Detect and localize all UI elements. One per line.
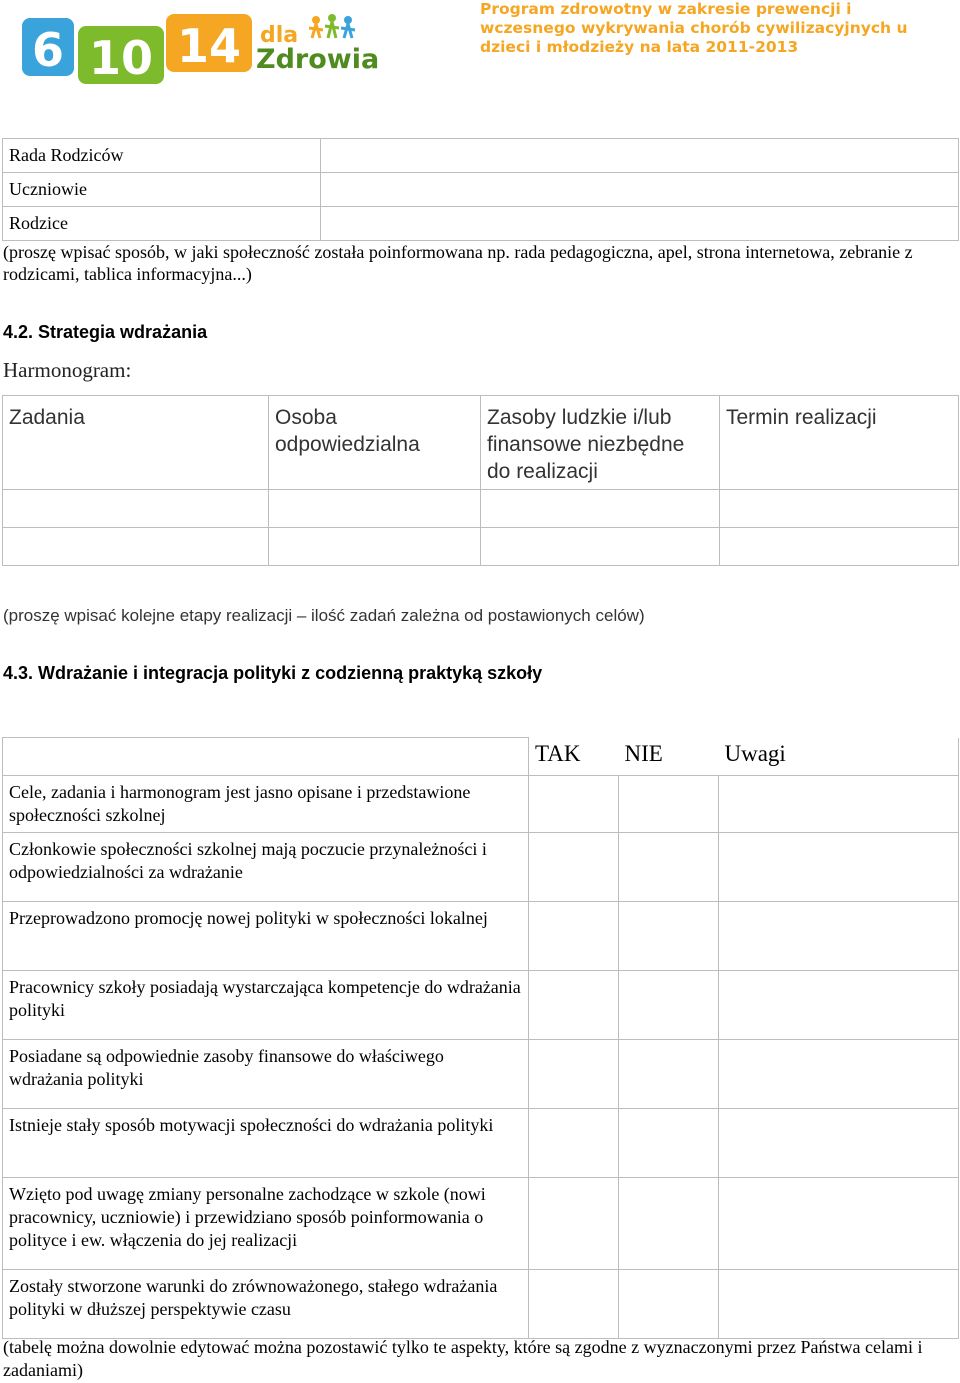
row-label: Rodzice — [3, 207, 321, 241]
table-row — [3, 1270, 959, 1339]
no-cell[interactable] — [619, 1040, 719, 1109]
table-row — [3, 1178, 959, 1270]
remarks-cell[interactable] — [719, 1040, 959, 1109]
instruction-note: (tabelę można dowolnie edytować można pozostawić tylko te aspekty, które są zgodne z wyznaczonymi przez Państwa celami i zadaniami) — [3, 1337, 923, 1380]
input-cell[interactable] — [720, 490, 959, 528]
no-cell[interactable] — [619, 1178, 719, 1270]
criterion-label: Przeprowadzono promocję nowej polityki w społeczności lokalnej — [3, 902, 529, 971]
remarks-cell[interactable] — [719, 833, 959, 902]
remarks-cell[interactable] — [719, 1270, 959, 1339]
implementation-table — [2, 737, 959, 1339]
community-table — [2, 138, 959, 241]
no-cell[interactable] — [619, 1270, 719, 1339]
row-label: Rada Rodziców — [3, 139, 321, 173]
program-logo — [20, 8, 380, 88]
yes-cell[interactable] — [529, 1178, 619, 1270]
remarks-cell[interactable] — [719, 971, 959, 1040]
yes-cell[interactable] — [529, 971, 619, 1040]
criterion-label: Wzięto pod uwagę zmiany personalne zachodzące w szkole (nowi pracownicy, uczniowie) i przewidziano sposób poinformowania o polityce i ew. włączenia do jej realizacji — [3, 1178, 529, 1270]
table-row — [3, 139, 959, 173]
section-heading: 4.3. Wdrażanie i integracja polityki z codzienną praktyką szkoły — [3, 663, 543, 683]
instruction-note: (proszę wpisać kolejne etapy realizacji – ilość zadań zależna od postawionych celów) — [3, 606, 645, 625]
yes-cell[interactable] — [529, 1109, 619, 1178]
svg-text:6: 6 — [31, 23, 65, 77]
criterion-label: Cele, zadania i harmonogram jest jasno opisane i przedstawione społeczności szkolnej — [3, 776, 529, 833]
column-header: Uwagi — [719, 738, 959, 776]
criterion-label: Pracownicy szkoły posiadają wystarczająca kompetencje do wdrażania polityki — [3, 971, 529, 1040]
program-title: Program zdrowotny w zakresie prewencji i wczesnego wykrywania chorób cywilizacyjnych u dzieci i młodzieży na lata 2011-2013 — [480, 0, 908, 56]
yes-cell[interactable] — [529, 776, 619, 833]
column-header: Termin realizacji — [720, 396, 959, 490]
column-header: TAK — [529, 738, 619, 776]
input-cell[interactable] — [321, 173, 959, 207]
table-row — [3, 490, 959, 528]
table-row — [3, 207, 959, 241]
no-cell[interactable] — [619, 833, 719, 902]
table-row — [3, 833, 959, 902]
remarks-cell[interactable] — [719, 902, 959, 971]
yes-cell[interactable] — [529, 1040, 619, 1109]
yes-cell[interactable] — [529, 1270, 619, 1339]
column-header: NIE — [619, 738, 719, 776]
table-row — [3, 1109, 959, 1178]
input-cell[interactable] — [481, 528, 720, 566]
table-row — [3, 1040, 959, 1109]
row-label: Uczniowie — [3, 173, 321, 207]
input-cell[interactable] — [321, 139, 959, 173]
input-cell[interactable] — [3, 490, 269, 528]
no-cell[interactable] — [619, 971, 719, 1040]
input-cell[interactable] — [481, 490, 720, 528]
table-header-row — [3, 396, 959, 490]
yes-cell[interactable] — [529, 902, 619, 971]
table-row — [3, 173, 959, 207]
remarks-cell[interactable] — [719, 1109, 959, 1178]
svg-text:10: 10 — [88, 31, 154, 85]
svg-text:dla: dla — [260, 23, 299, 48]
column-header: Zadania — [3, 396, 269, 490]
criterion-label: Członkowie społeczności szkolnej mają poczucie przynależności i odpowiedzialności za wdrażanie — [3, 833, 529, 902]
input-cell[interactable] — [321, 207, 959, 241]
input-cell[interactable] — [3, 528, 269, 566]
column-header-empty — [3, 738, 529, 776]
table-row — [3, 902, 959, 971]
no-cell[interactable] — [619, 1109, 719, 1178]
table-row — [3, 528, 959, 566]
remarks-cell[interactable] — [719, 776, 959, 833]
criterion-label: Zostały stworzone warunki do zrównoważonego, stałego wdrażania polityki w dłuższej perspektywie czasu — [3, 1270, 529, 1339]
criterion-label: Istnieje stały sposób motywacji społeczności do wdrażania polityki — [3, 1109, 529, 1178]
no-cell[interactable] — [619, 902, 719, 971]
table-row — [3, 971, 959, 1040]
input-cell[interactable] — [269, 528, 481, 566]
remarks-cell[interactable] — [719, 1178, 959, 1270]
svg-text:Zdrowia: Zdrowia — [256, 44, 380, 75]
input-cell[interactable] — [720, 528, 959, 566]
table-row — [3, 776, 959, 833]
schedule-table — [2, 395, 959, 566]
column-header: Osoba odpowiedzialna — [269, 396, 481, 490]
section-heading: 4.2. Strategia wdrażania — [3, 322, 208, 342]
no-cell[interactable] — [619, 776, 719, 833]
svg-text:14: 14 — [176, 19, 242, 73]
criterion-label: Posiadane są odpowiednie zasoby finansowe do właściwego wdrażania polityki — [3, 1040, 529, 1109]
table-header-row — [3, 738, 959, 776]
column-header: Zasoby ludzkie i/lub finansowe niezbędne do realizacji — [481, 396, 720, 490]
yes-cell[interactable] — [529, 833, 619, 902]
instruction-note: (proszę wpisać sposób, w jaki społeczność została poinformowana np. rada pedagogiczna, apel, strona internetowa, zebranie z rodzicami, tablica informacyjna...) — [3, 242, 913, 284]
input-cell[interactable] — [269, 490, 481, 528]
subheading: Harmonogram: — [3, 358, 132, 382]
